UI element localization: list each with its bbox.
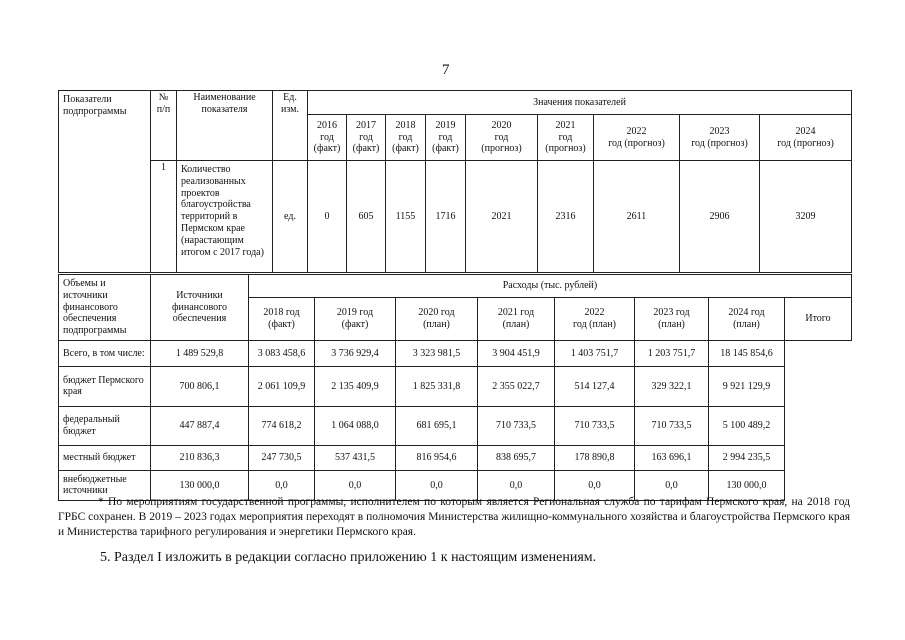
amount-cell: 774 618,2 [249, 406, 315, 445]
year-header [478, 297, 555, 340]
value-cell: 1155 [386, 161, 426, 273]
year-header-line: 2023 [709, 125, 730, 137]
num-header: № п/п [151, 91, 177, 161]
year-header [594, 115, 680, 161]
section-note: 5. Раздел I изложить в редакции согласно приложению 1 к настоящим изменениям. [100, 550, 597, 565]
year-header-line: 2017 [356, 119, 376, 131]
year-header-line: 2018 [395, 119, 416, 131]
year-header-line: (факт) [313, 143, 341, 155]
year-header-line: год [359, 131, 373, 143]
amount-cell: 3 736 929,4 [315, 340, 396, 366]
year-header-line: (факт) [392, 143, 419, 155]
table-row [59, 161, 852, 273]
year-header-line: 2021 [555, 119, 576, 131]
year-header-line: (план) [423, 318, 450, 330]
year-header-line: (факт) [352, 143, 380, 155]
indicators-table [58, 90, 852, 273]
year-header-line: год (план) [573, 318, 616, 330]
source-name: местный бюджет [59, 445, 151, 470]
source-name: внебюджетные источники [59, 470, 151, 500]
amount-cell: 1 064 088,0 [315, 406, 396, 445]
amount-cell: 0,0 [315, 470, 396, 500]
year-header-line: год (прогноз) [608, 137, 665, 149]
amount-cell: 710 733,5 [478, 406, 555, 445]
year-header-line: 2020 год [418, 307, 455, 319]
year-header [396, 297, 478, 340]
value-cell: 2611 [594, 161, 680, 273]
year-header-line: 2021 год [497, 307, 535, 319]
table-row [59, 366, 852, 406]
name-header: Наименование показателя [177, 91, 273, 161]
total-cell: 18 145 854,6 [709, 340, 785, 366]
year-header-line: (прогноз) [481, 143, 522, 155]
amount-cell: 0,0 [555, 470, 635, 500]
amount-cell: 1 489 529,8 [151, 340, 249, 366]
page-number: 7 [442, 62, 450, 78]
amount-cell: 247 730,5 [249, 445, 315, 470]
year-header-line: 2024 год [728, 307, 765, 319]
unit-header: Ед. изм. [273, 91, 308, 161]
amount-cell: 0,0 [635, 470, 709, 500]
table-row [59, 406, 852, 445]
amount-cell: 178 890,8 [555, 445, 635, 470]
year-header [308, 115, 347, 161]
year-header-line: (план) [658, 318, 685, 330]
amount-cell: 447 887,4 [151, 406, 249, 445]
year-header-line: 2020 [491, 119, 512, 131]
year-header-line: год [558, 131, 573, 143]
year-header [347, 115, 386, 161]
total-cell: 2 994 235,5 [709, 445, 785, 470]
indicators-section-label: Показатели подпрограммы [59, 91, 151, 273]
year-header-line: 2016 [317, 119, 337, 131]
finance-section-label: Объемы и источники финансового обеспечения подпрограммы [59, 275, 151, 341]
amount-cell: 700 806,1 [151, 366, 249, 406]
finance-table [58, 274, 852, 501]
year-header-line: 2024 [795, 125, 816, 137]
amount-cell: 3 083 458,6 [249, 340, 315, 366]
amount-cell: 1 403 751,7 [555, 340, 635, 366]
year-header [426, 115, 466, 161]
amount-cell: 3 904 451,9 [478, 340, 555, 366]
amount-cell: 838 695,7 [478, 445, 555, 470]
source-name: Всего, в том числе: [59, 340, 151, 366]
value-cell: 2316 [538, 161, 594, 273]
year-header-line: 2022 [584, 307, 605, 319]
year-header-line: год [438, 131, 453, 143]
year-header-line: год [494, 131, 509, 143]
amount-cell: 3 323 981,5 [396, 340, 478, 366]
amount-cell: 0,0 [478, 470, 555, 500]
row-number: 1 [151, 161, 177, 273]
year-header-line: год [398, 131, 413, 143]
value-cell: 605 [347, 161, 386, 273]
year-header-line: год [320, 131, 334, 143]
year-header [315, 297, 396, 340]
total-header: Итого [785, 297, 852, 340]
footnote: * По мероприятиям государственной программы, исполнителем по которым является Региональная служба по тарифам Пермского края, на 2018 год ГРБС сохранен. В 2019 – 2023 годах мероприятия переходят в полномочия Министерства жилищно-коммунального хозяйства и благоустройства Пермского края и Министерства тарифного регулирования и энергетики Пермского края. [58, 496, 850, 538]
year-header [555, 297, 635, 340]
amount-cell: 130 000,0 [151, 470, 249, 500]
indicator-name: Количество реализованных проектов благоустройства территорий в Пермском крае (нарастающим итогом с 2017 года) [177, 161, 273, 273]
amount-cell: 2 135 409,9 [315, 366, 396, 406]
amount-cell: 1 203 751,7 [635, 340, 709, 366]
year-header [538, 115, 594, 161]
year-header-line: (прогноз) [545, 143, 586, 155]
amount-cell: 210 836,3 [151, 445, 249, 470]
year-header [709, 297, 785, 340]
year-header-line: год (прогноз) [691, 137, 748, 149]
year-header [386, 115, 426, 161]
year-header-line: (план) [733, 318, 760, 330]
year-header [680, 115, 760, 161]
amount-cell: 710 733,5 [555, 406, 635, 445]
year-header-line: (факт) [268, 318, 295, 330]
year-header [249, 297, 315, 340]
amount-cell: 816 954,6 [396, 445, 478, 470]
year-header-line: 2019 [435, 119, 456, 131]
source-header: Источники финансового обеспечения [151, 275, 249, 341]
amount-cell: 2 061 109,9 [249, 366, 315, 406]
total-cell: 9 921 129,9 [709, 366, 785, 406]
year-header [466, 115, 538, 161]
table-row [59, 445, 852, 470]
value-cell: 3209 [760, 161, 852, 273]
total-cell: 130 000,0 [709, 470, 785, 500]
year-header [760, 115, 852, 161]
year-header-line: 2023 год [653, 307, 690, 319]
amount-cell: 163 696,1 [635, 445, 709, 470]
indicator-unit: ед. [273, 161, 308, 273]
table-row [59, 340, 852, 366]
amount-cell: 514 127,4 [555, 366, 635, 406]
year-header-line: год (прогноз) [777, 137, 834, 149]
year-header-line: (факт) [432, 143, 459, 155]
value-cell: 1716 [426, 161, 466, 273]
amount-cell: 2 355 022,7 [478, 366, 555, 406]
year-header-line: 2018 год [263, 307, 300, 319]
value-cell: 2906 [680, 161, 760, 273]
value-cell: 0 [308, 161, 347, 273]
amount-cell: 710 733,5 [635, 406, 709, 445]
expenses-header: Расходы (тыс. рублей) [249, 275, 852, 298]
year-header [635, 297, 709, 340]
amount-cell: 0,0 [249, 470, 315, 500]
amount-cell: 1 825 331,8 [396, 366, 478, 406]
year-header-line: (план) [502, 318, 530, 330]
amount-cell: 537 431,5 [315, 445, 396, 470]
value-cell: 2021 [466, 161, 538, 273]
values-header: Значения показателей [308, 91, 852, 115]
source-name: бюджет Пермского края [59, 366, 151, 406]
year-header-line: 2019 год [336, 307, 374, 319]
amount-cell: 0,0 [396, 470, 478, 500]
amount-cell: 681 695,1 [396, 406, 478, 445]
amount-cell: 329 322,1 [635, 366, 709, 406]
year-header-line: 2022 [626, 125, 647, 137]
total-cell: 5 100 489,2 [709, 406, 785, 445]
year-header-line: (факт) [341, 318, 369, 330]
source-name: федеральный бюджет [59, 406, 151, 445]
